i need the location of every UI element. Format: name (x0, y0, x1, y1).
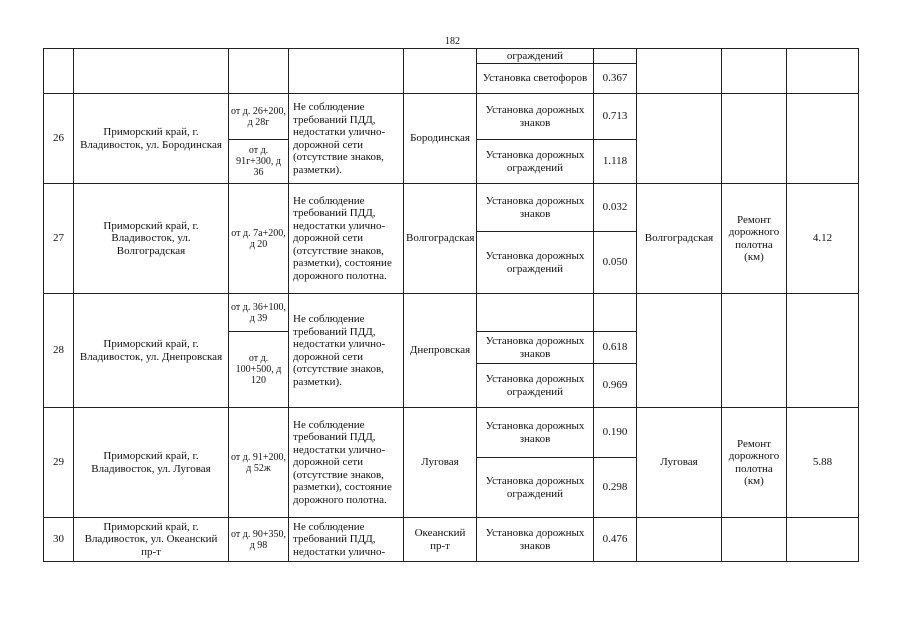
street-cell: Днепровская (404, 294, 477, 408)
row-number: 28 (44, 294, 74, 408)
measure-type-cell: Установка дорожных знаков (477, 518, 594, 562)
repair-street-cell: Луговая (637, 408, 722, 518)
address-cell: Приморский край, г. Владивосток, ул. Бородинская (74, 94, 229, 184)
amount-cell: 0.476 (594, 518, 637, 562)
segment-cell: от д. 26+200, д 28г (229, 94, 289, 140)
measure-type-cell: Установка дорожных ограждений (477, 140, 594, 184)
row-number: 26 (44, 94, 74, 184)
row-number: 29 (44, 408, 74, 518)
measure-type-cell: Установка дорожных ограждений (477, 364, 594, 408)
table-row (44, 94, 859, 140)
street-cell: Волгоградская (404, 184, 477, 294)
amount-cell: 0.367 (594, 64, 637, 94)
amount-cell: 0.032 (594, 184, 637, 232)
address-cell: Приморский край, г. Владивосток, ул. Луговая (74, 408, 229, 518)
street-cell: Бородинская (404, 94, 477, 184)
measure-type-cell: Установка светофоров (477, 64, 594, 94)
problem-cell: Не соблюдение требований ПДД, недостатки улично-дорожной сети (отсутствие знаков, разметки), состояние дорожного полотна. (289, 408, 404, 518)
problem-cell: Не соблюдение требований ПДД, недостатки улично- (289, 518, 404, 562)
segment-cell: от д. 91+200, д 52ж (229, 408, 289, 518)
measure-type-cell: Установка дорожных ограждений (477, 232, 594, 294)
segment-cell: от д. 36+100, д 39 (229, 294, 289, 332)
amount-cell: 0.969 (594, 364, 637, 408)
amount-cell: 1.118 (594, 140, 637, 184)
amount-cell: 0.190 (594, 408, 637, 458)
row-number: 27 (44, 184, 74, 294)
repair-street-cell: Волгоградская (637, 184, 722, 294)
address-cell: Приморский край, г. Владивосток, ул. Днепровская (74, 294, 229, 408)
problem-cell: Не соблюдение требований ПДД, недостатки улично-дорожной сети (отсутствие знаков, разметки). (289, 94, 404, 184)
address-cell: Приморский край, г. Владивосток, ул. Волгоградская (74, 184, 229, 294)
table-row (44, 408, 859, 458)
page-number: 182 (445, 36, 460, 47)
table-row (44, 184, 859, 232)
measure-type-cell: Установка дорожных знаков (477, 408, 594, 458)
address-cell: Приморский край, г. Владивосток, ул. Океанский пр-т (74, 518, 229, 562)
km-cell: 4.12 (787, 184, 859, 294)
segment-cell: от д. 7а+200, д 20 (229, 184, 289, 294)
problem-cell: Не соблюдение требований ПДД, недостатки улично-дорожной сети (отсутствие знаков, разметки). (289, 294, 404, 408)
work-type-cell: Ремонт дорожного полотна (км) (722, 184, 787, 294)
segment-cell: от д. 91г+300, д 36 (229, 140, 289, 184)
row-number: 30 (44, 518, 74, 562)
problem-cell: Не соблюдение требований ПДД, недостатки улично-дорожной сети (отсутствие знаков, разметки), состояние дорожного полотна. (289, 184, 404, 294)
measure-type-cell: Установка дорожных знаков (477, 94, 594, 140)
amount-cell: 0.050 (594, 232, 637, 294)
amount-cell (594, 49, 637, 64)
table-row (44, 49, 859, 64)
road-works-table (43, 48, 859, 562)
street-cell: Океанский пр-т (404, 518, 477, 562)
measure-type-cell: Установка дорожных знаков (477, 332, 594, 364)
measure-type-cell: Установка дорожных ограждений (477, 458, 594, 518)
segment-cell: от д. 100+500, д 120 (229, 332, 289, 408)
km-cell: 5.88 (787, 408, 859, 518)
segment-cell: от д. 90+350, д 98 (229, 518, 289, 562)
amount-cell: 0.618 (594, 332, 637, 364)
amount-cell: 0.298 (594, 458, 637, 518)
table-row (44, 518, 859, 562)
table-row (44, 294, 859, 332)
street-cell: Луговая (404, 408, 477, 518)
measure-type-cell: ограждений (477, 49, 594, 64)
amount-cell: 0.713 (594, 94, 637, 140)
measure-type-cell: Установка дорожных знаков (477, 184, 594, 232)
work-type-cell: Ремонт дорожного полотна (км) (722, 408, 787, 518)
